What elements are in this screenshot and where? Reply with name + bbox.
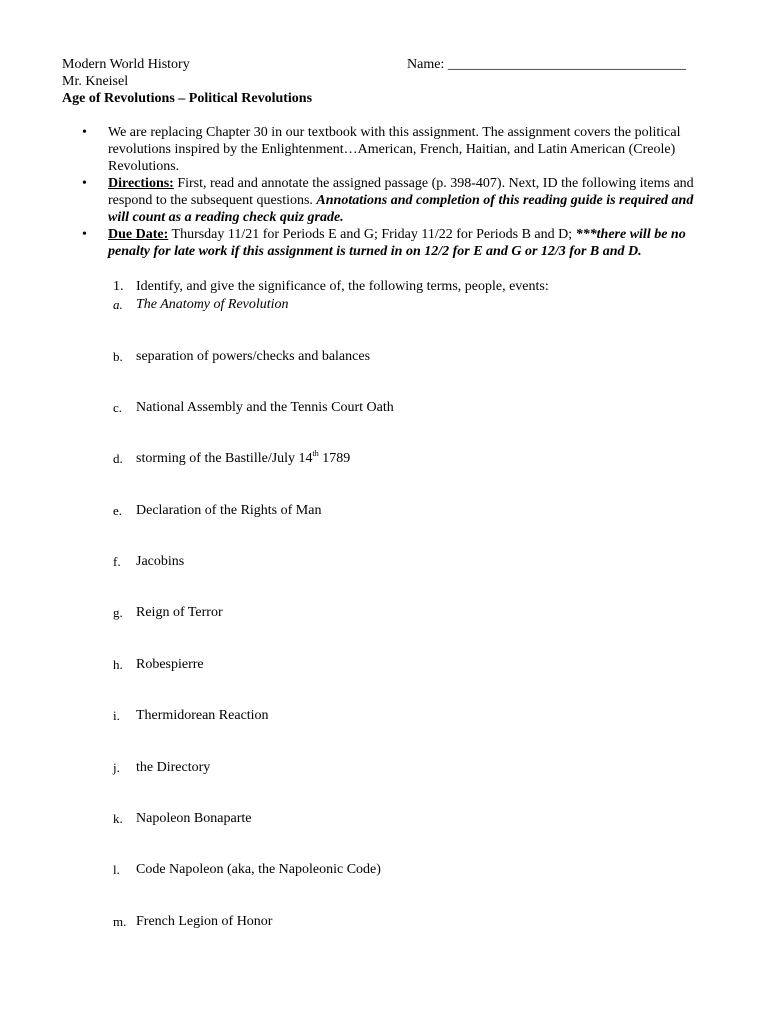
teacher-name: Mr. Kneisel: [62, 74, 129, 89]
directions-label: Directions:: [108, 176, 174, 191]
item-label: e.: [113, 503, 123, 518]
item-label: a.: [113, 297, 123, 312]
student-name-field: Name: __________________________________: [407, 57, 686, 72]
item-text: Robespierre: [136, 657, 204, 672]
directions-text: First, read and annotate the assigned passage (p. 398-407). Next, ID the following items and respond to the subsequent questions.: [108, 176, 694, 208]
item-label: j.: [113, 760, 120, 775]
instructions-list: [62, 124, 712, 260]
intro-text: We are replacing Chapter 30 in our textbook with this assignment. The assignment covers the political revolutions inspired by the Enlightenment…American, French, Haitian, and Latin American (Creole) Revolutions.: [108, 125, 681, 174]
due-date-emphasis: ***there will be no penalty for late work if this assignment is turned in on 12/2 for E and G or 12/3 for B and D.: [108, 227, 686, 259]
item-label: l.: [113, 862, 120, 877]
item-text: Declaration of the Rights of Man: [136, 503, 322, 518]
item-text: separation of powers/checks and balances: [136, 349, 371, 364]
item-superscript: th: [312, 449, 319, 458]
due-date-text: Thursday 11/21 for Periods E and G; Friday 11/22 for Periods B and D;: [168, 227, 576, 242]
intro-bullet: [62, 124, 712, 175]
item-text: French Legion of Honor: [136, 914, 273, 929]
question-prompt: Identify, and give the significance of, the following terms, people, events:: [136, 279, 549, 294]
directions-emphasis: Annotations and completion of this reading guide is required and will count as a reading check quiz grade.: [108, 193, 694, 225]
item-text: storming of the Bastille/July 14: [136, 451, 313, 466]
due-date-label: Due Date:: [108, 227, 169, 242]
page-title: Age of Revolutions – Political Revolutions: [62, 91, 313, 106]
item-label: i.: [113, 708, 120, 723]
item-text-suffix: 1789: [318, 451, 351, 466]
item-text: Napoleon Bonaparte: [136, 811, 252, 826]
item-text: the Directory: [136, 760, 211, 775]
directions-bullet: [62, 175, 712, 226]
bullet-icon: •: [82, 227, 87, 242]
item-label: c.: [113, 400, 123, 415]
item-text: The Anatomy of Revolution: [136, 297, 289, 312]
item-label: f.: [113, 554, 121, 569]
due-date-bullet: [62, 226, 712, 260]
item-label: g.: [113, 605, 123, 620]
item-text: Code Napoleon (aka, the Napoleonic Code): [136, 862, 381, 877]
course-name: Modern World History: [62, 57, 190, 72]
item-label: m.: [113, 914, 127, 929]
item-text: Jacobins: [136, 554, 185, 569]
bullet-icon: •: [82, 176, 87, 191]
item-label: h.: [113, 657, 123, 672]
item-label: d.: [113, 451, 123, 466]
item-label: k.: [113, 811, 123, 826]
item-label: b.: [113, 349, 123, 364]
bullet-icon: •: [82, 125, 87, 140]
header-block: [62, 56, 312, 107]
item-text: Thermidorean Reaction: [136, 708, 269, 723]
item-text: Reign of Terror: [136, 605, 223, 620]
item-text: National Assembly and the Tennis Court Oath: [136, 400, 394, 415]
question-number: 1.: [113, 279, 124, 294]
